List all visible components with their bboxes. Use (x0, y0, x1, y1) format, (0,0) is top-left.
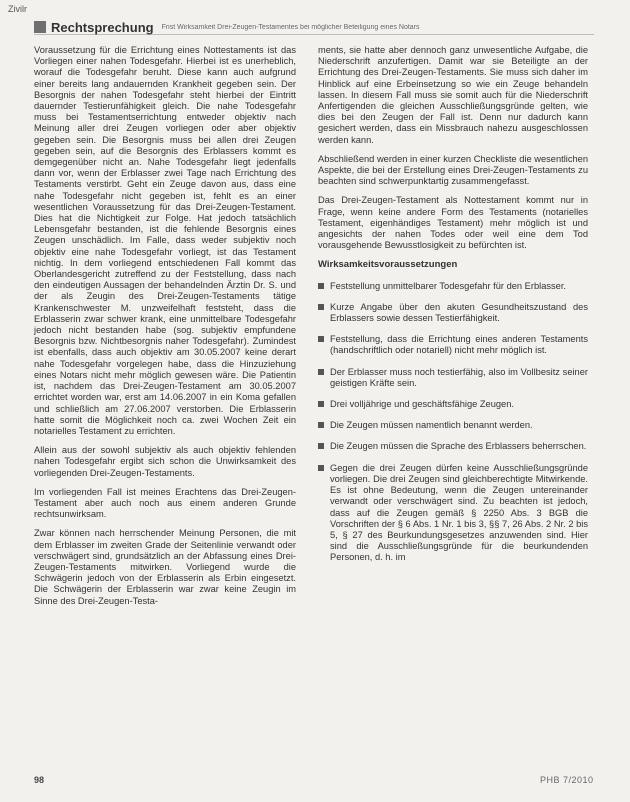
paragraph: Zwar können nach herrschender Meinung Personen, die mit dem Erblasser im zweiten Grade der Seitenlinie verwandt oder verschwägert sind, grundsätzlich an der Abfassung eines Drei-Zeugen-Testaments mitwirken. Vorliegend wurde die Schwägerin jedoch von der Erblasserin als Erbin eingesetzt. Die Schwägerin der Erblasserin war zwar keine Zeugin im Sinne des Drei-Zeugen-Testa- (34, 528, 296, 606)
paragraph: Allein aus der sowohl subjektiv als auch objektiv fehlenden nahen Todesgefahr ergibt sich schon die Unwirksamkeit des vorliegenden Drei-Zeugen-Testaments. (34, 445, 296, 478)
header-square-icon (34, 21, 46, 33)
left-column (34, 45, 296, 615)
paragraph: Abschließend werden in einer kurzen Checkliste die wesentlichen Aspekte, die bei der Erstellung eines Drei-Zeugen-Testaments zu beachten sind schwerpunktartig zusammengefasst. (318, 153, 588, 187)
section-tag: Zivilr (8, 4, 27, 14)
paragraph: Im vorliegenden Fall ist meines Erachtens das Drei-Zeugen-Testament aber auch noch aus einem anderen Grunde rechtsunwirksam. (34, 486, 296, 520)
checklist-item: Feststellung unmittelbarer Todesgefahr für den Erblasser. (318, 281, 588, 292)
checklist-item: Kurze Angabe über den akuten Gesundheitszustand des Erblassers sowie dessen Testierfähigkeit. (318, 302, 588, 324)
page-number: 98 (34, 775, 45, 785)
paragraph: Voraussetzung für die Errichtung eines Nottestaments ist das Vorliegen einer nahen Todesgefahr. Hierbei ist es unerheblich, worauf die Todesgefahr beruht. Diese kann auch aufgrund einer bereits lang andauernden Krankheit gegeben sein. Der Besorgnis der nahen Todesgefahr steht hierbei der Eintritt dauernder Testierunfähigkeit gleich. Die nahe Todesgefahr muss bei Testamentserrichtung entweder objektiv nach Meinung aller drei Zeugen vorliegen oder aber objektiv gegeben sein. Die Besorgnis muss bei allen drei Zeugen gegeben sein, auf die Besorgnis des Erblassers kommt es demgegenüber nicht an. Nahe Todesgefahr liegt jedenfalls dann vor, wenn der Erblasser zwei Tage nach Errichtung des Testaments verstirbt. Geht ein Zeuge davon aus, dass eine nahe Todesgefahr nicht gegeben ist, fehlt es an einer wesentlichen Voraussetzung für das Drei-Zeugen-Testament. Dies hat die Nichtigkeit zur Folge. Hat jedoch tatsächlich Lebensgefahr bestanden, ist die fehlende Besorgnis eines Zeugen unschädlich. Im Falle, dass weder subjektiv noch objektiv eine nahe Todesgefahr vorliegt, ist das Testament nichtig. In dem vorliegend entschiedenen Fall kommt das Oberlandesgericht zutreffend zu der Feststellung, dass nach den eindeutigen Aussagen der behandelnden Ärztin Dr. S. und der als Zeugin des Drei-Zeugen-Testaments tätige Krankenschwester M. unzweifelhaft feststeht, dass die Erblasserin zwar schwer krank, eine unmittelbare Todesgefahr jedoch nicht bestanden habe (sog. subjektiv empfundene Besorgnis bzw. Nichtbesorgnis naher Todesgefahr). Zumindest ist ebenfalls, dass auch objektiv am 30.05.2007 keine derart nahe Todesgefahr vorgelegen habe, dass die Hinzuziehung eines Notars nicht mehr möglich gewesen wäre. Die Patientin ist, nachdem das Drei-Zeugen-Testament am 30.05.2007 errichtet worden war, erst am 14.06.2007 in ein Koma gefallen und schließlich am 27.06.2007 verstorben. Die Erblasserin hatte somit die Möglichkeit noch ca. zwei Wochen Zeit ein notarielles Testament zu errichten. (34, 45, 296, 436)
right-column (318, 45, 588, 574)
page-subtitle: Frist Wirksamkeit Drei-Zeugen-Testamentes bei möglicher Beteiligung eines Notars (161, 23, 420, 31)
paragraph: ments, sie hatte aber dennoch ganz unwesentliche Aufgabe, die Niederschrift anzufertigen. Damit war sie Beteiligte an der Errichtung des Drei-Zeugen-Testaments. Sie muss sich daher im Hinblick auf eine Erbeinsetzung so wie ein Zeuge behandeln lassen. In diesem Fall muss sie somit auch für die Niederschrift Anfertigenden die gleichen Ausschließungsgründe gelten, wie dies bei den Zeugen der Fall ist. Denn nur dadurch kann gesichert werden, dass ein Missbrauch nahezu ausgeschlossen werden kann. (318, 45, 588, 145)
journal-issue: PHB 7/2010 (540, 775, 594, 785)
checklist-item: Feststellung, dass die Errichtung eines anderen Testaments (handschriftlich oder notariell) nicht mehr möglich ist. (318, 334, 588, 356)
checklist-item: Gegen die drei Zeugen dürfen keine Ausschließungsgründe vorliegen. Die drei Zeugen sind gleichberechtigte Mitwirkende. Es ist ohne Bedeutung, wenn die Zeugen untereinander verwandt oder verschwägert sind. Zu beachten ist jedoch, dass auf die Zeugen gemäß § 2250 Abs. 3 BGB die Vorschriften der § 6 Abs. 1 Nr. 1 bis 3, §§ 7, 26 Abs. 2 Nr. 2 bis 5, § 27 des Beurkundungsgesetzes anzuwenden sind. Hier sind die Ausschließungsgründe für die beurkundenden Personen, d. h. im (318, 463, 588, 564)
checklist-item: Drei volljährige und geschäftsfähige Zeugen. (318, 399, 588, 410)
paragraph: Das Drei-Zeugen-Testament als Nottestament kommt nur in Frage, wenn keine andere Form des Testaments (notarielles Testament, eigenhändiges Testament) mehr möglich ist und angesichts der nahen Todes oder weil eine dem Tod vorausgehende Bewusstlosigkeit zu befürchten ist. (318, 195, 588, 251)
subheading: Wirksamkeitsvoraussetzungen (318, 259, 458, 271)
checklist-item: Die Zeugen müssen die Sprache des Erblassers beherrschen. (318, 441, 588, 452)
checklist-item: Der Erblasser muss noch testierfähig, also im Vollbesitz seiner geistigen Kräfte sein. (318, 367, 588, 389)
checklist-item: Die Zeugen müssen namentlich benannt werden. (318, 420, 588, 431)
checklist (318, 281, 588, 564)
page-title: Rechtsprechung (51, 19, 154, 35)
page-header (34, 20, 594, 35)
